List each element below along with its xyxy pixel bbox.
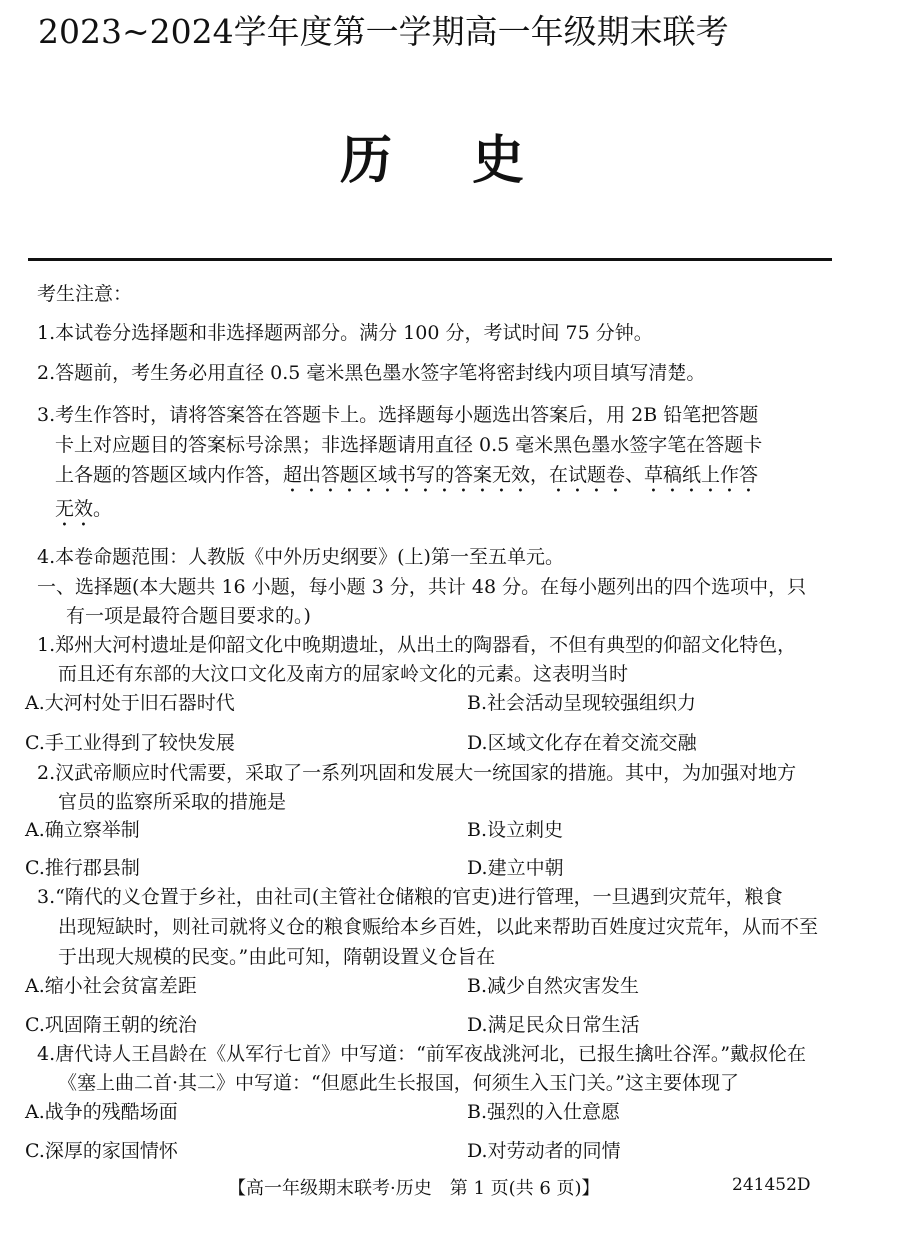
section-heading-line-1: 一、选择题(本大题共 16 小题，每小题 3 分，共计 48 分。在每小题列出的四个选项中，只 [37, 576, 807, 598]
exam-title: 2023~2024学年度第一学期高一年级期末联考 [38, 12, 729, 51]
question-stem-line: 3.“隋代的义仓置于乡社，由社司(主管社仓储粮的官吏)进行管理，一旦遇到灾荒年，粮食 [37, 886, 783, 908]
notice-item-3-line-2: 卡上对应题目的答案标号涂黑；非选择题请用直径 0.5 毫米黑色墨水签字笔在答题卡 [55, 434, 763, 456]
option-a: A.大河村处于旧石器时代 [25, 692, 235, 714]
option-a: A.缩小社会贫富差距 [25, 975, 197, 997]
option-b: B.减少自然灾害发生 [467, 975, 640, 997]
question-stem-line: 于出现大规模的民变。”由此可知，隋朝设置义仓旨在 [58, 946, 496, 968]
notice-item-3-text: 上各题的答题区域内作答， [55, 464, 284, 486]
question-stem-line: 出现短缺时，则社司就将义仓的粮食赈给本乡百姓，以此来帮助百姓度过灾荒年，从而不至 [58, 916, 819, 938]
option-b: B.设立刺史 [467, 819, 564, 841]
notice-title: 考生注意： [37, 283, 133, 305]
question-stem-line: 《塞上曲二首·其二》中写道：“但愿此生长报国，何须生入玉门关。”这主要体现了 [58, 1072, 739, 1094]
option-c: C.巩固隋王朝的统治 [25, 1014, 197, 1036]
option-a: A.战争的残酷场面 [25, 1101, 178, 1123]
notice-item-4: 4.本卷命题范围：人教版《中外历史纲要》(上)第一至五单元。 [37, 546, 564, 568]
option-d: D.满足民众日常生活 [467, 1014, 640, 1036]
option-c: C.手工业得到了较快发展 [25, 732, 235, 754]
page-footer: 【高一年级期末联考·历史 第 1 页(共 6 页)】 [228, 1178, 600, 1199]
header-divider [28, 258, 832, 261]
option-a: A.确立察举制 [25, 819, 140, 841]
option-c: C.推行郡县制 [25, 857, 140, 879]
question-stem-line: 官员的监察所采取的措施是 [58, 791, 287, 813]
option-d: D.区域文化存在着交流交融 [467, 732, 697, 754]
period: 。 [93, 498, 113, 520]
option-d: D.对劳动者的同情 [467, 1140, 621, 1162]
option-d: D.建立中朝 [467, 857, 564, 879]
emphasis-text: 无效 [55, 498, 94, 520]
option-c: C.深厚的家国情怀 [25, 1140, 178, 1162]
notice-item-2: 2.答题前，考生务必用直径 0.5 毫米黑色墨水签字笔将密封线内项目填写清楚。 [37, 362, 706, 384]
notice-item-3-line-3 [55, 460, 758, 497]
notice-item-1: 1.本试卷分选择题和非选择题两部分。满分 100 分，考试时间 75 分钟。 [37, 322, 653, 344]
question-stem-line: 2.汉武帝顺应时代需要，采取了一系列巩固和发展大一统国家的措施。其中，为加强对地方 [37, 762, 797, 784]
section-heading-line-2: 有一项是最符合题目要求的。) [66, 605, 311, 627]
question-stem-line: 1.郑州大河村遗址是仰韶文化中晚期遗址，从出土的陶器看，不但有典型的仰韶文化特色， [37, 634, 797, 656]
comma: ， [530, 464, 550, 486]
emphasis-text: 在试题卷、草稿纸上作答 [549, 464, 759, 486]
question-stem-line: 而且还有东部的大汶口文化及南方的屈家岭文化的元素。这表明当时 [58, 663, 629, 685]
option-b: B.强烈的入仕意愿 [467, 1101, 621, 1123]
notice-item-3-line-1: 3.考生作答时，请将答案答在答题卡上。选择题每小题选出答案后，用 2B 铅笔把答题 [37, 404, 759, 426]
notice-item-3-line-4 [55, 494, 112, 531]
option-b: B.社会活动呈现较强组织力 [467, 692, 697, 714]
emphasis-text: 超出答题区域书写的答案无效 [283, 464, 531, 486]
question-stem-line: 4.唐代诗人王昌龄在《从军行七首》中写道：“前军夜战洮河北，已报生擒吐谷浑。”戴叔伦在 [37, 1043, 807, 1065]
subject-title: 历史 [340, 130, 605, 191]
exam-code: 241452D [732, 1175, 811, 1195]
